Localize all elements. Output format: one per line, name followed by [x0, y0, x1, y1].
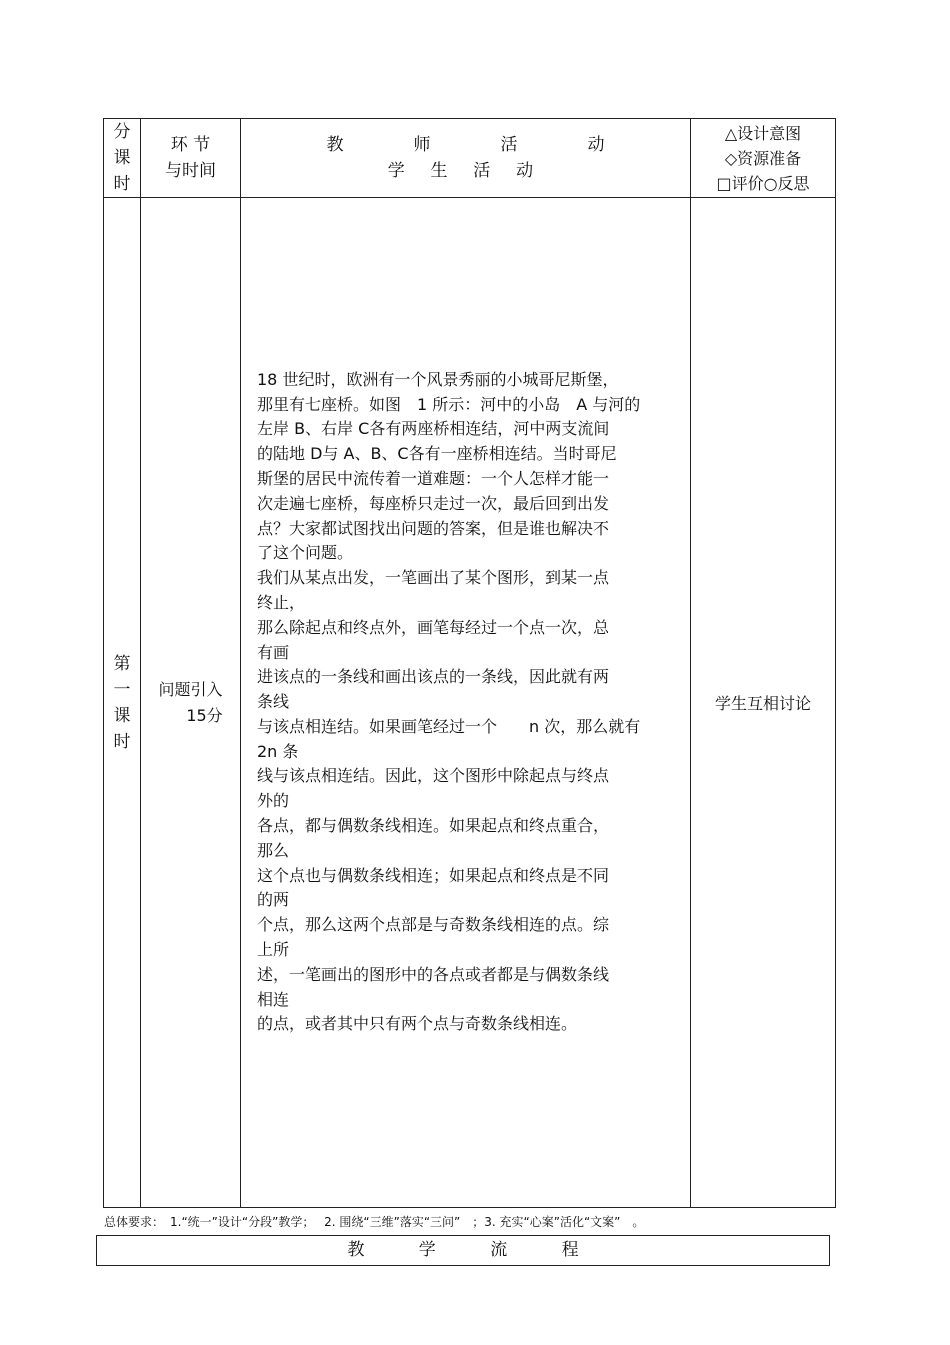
content-line: 相连: [257, 989, 290, 1009]
evaluation-cell: [691, 198, 836, 1208]
lesson-plan-table: [103, 118, 836, 1208]
period-char: 一: [113, 679, 131, 700]
header-legend-cell: [691, 119, 836, 198]
header-activity-cell: [241, 119, 691, 198]
content-line: 终止，: [257, 592, 306, 612]
overall-requirements: 总体要求： 1.“统一”设计“分段”教学； 2. 围绕“三维”落实“三问” ；3. 充实“心案”活化“文案” 。: [104, 1215, 645, 1229]
content-line: 18 世纪时，欧洲有一个风景秀丽的小城哥尼斯堡，: [257, 369, 619, 389]
content-line: 述，一笔画出的图形中的各点或者都是与偶数条线: [257, 964, 610, 984]
header-period-char: 分: [113, 122, 131, 142]
content-line: 的陆地 D与 A、B、C各有一座桥相连结。当时哥尼: [257, 444, 617, 464]
period-char: 第: [113, 653, 131, 674]
header-section-cell: [141, 119, 241, 198]
content-line: 外的: [257, 791, 290, 811]
content-line: 上所: [257, 940, 290, 960]
content-line: 次走遍七座桥，每座桥只走过一次，最后回到出发: [257, 493, 610, 513]
teaching-flow-title: 教学流程: [96, 1235, 830, 1266]
evaluation-text: 学生互相讨论: [714, 694, 811, 713]
content-line: 斯堡的居民中流传着一道难题：一个人怎样才能一: [257, 468, 610, 488]
period-cell: [104, 198, 141, 1208]
period-char: 时: [113, 731, 131, 752]
content-line: 左岸 B、右岸 C各有两座桥相连结，河中两支流间: [257, 419, 610, 439]
content-line: 各点，都与偶数条线相连。如果起点和终点重合，: [257, 816, 610, 836]
content-line: 进该点的一条线和画出该点的一条线，因此就有两: [257, 667, 610, 687]
content-line: 2n 条: [257, 741, 299, 761]
header-period-char: 时: [113, 174, 131, 194]
header-section-line: 环 节: [170, 135, 211, 155]
table-header-row: [104, 119, 836, 198]
content-line: 条线: [257, 692, 290, 712]
activity-content-cell: [241, 198, 691, 1208]
header-period-cell: [104, 119, 141, 198]
legend-evaluation-reflection: □评价○反思: [716, 173, 810, 193]
content-line: 了这个问题。: [257, 543, 354, 563]
legend-resource-prep: ◇资源准备: [724, 148, 802, 168]
content-line: 的两: [257, 890, 290, 910]
content-line: 这个点也与偶数条线相连；如果起点和终点是不同: [257, 865, 610, 885]
content-line: 个点，那么这两个点部是与奇数条线相连的点。综: [257, 915, 610, 935]
content-line: 线与该点相连结。因此，这个图形中除起点与终点: [257, 766, 610, 786]
period-char: 课: [113, 705, 131, 726]
table-row: [104, 198, 836, 1208]
section-cell: [141, 198, 241, 1208]
header-student-activity: 学 生 活 动: [387, 161, 544, 181]
content-line: 点？大家都试图找出问题的答案，但是谁也解决不: [257, 518, 610, 538]
header-teacher-activity: 教 师 活 动: [326, 135, 637, 155]
content-line: 的点，或者其中只有两个点与奇数条线相连。: [257, 1014, 578, 1034]
header-period-char: 课: [113, 148, 131, 168]
content-line: 那么: [257, 840, 290, 860]
section-duration: 15分: [186, 705, 223, 725]
content-line: 有画: [257, 642, 290, 662]
content-line: 那里有七座桥。如图 1 所示：河中的小岛 A 与河的: [257, 394, 641, 414]
section-name: 问题引入: [158, 679, 223, 699]
legend-design-intent: △设计意图: [724, 123, 802, 143]
content-line: 我们从某点出发，一笔画出了某个图形，到某一点: [257, 568, 610, 588]
content-line: 那么除起点和终点外，画笔每经过一个点一次，总: [257, 617, 610, 637]
header-time-line: 与时间: [165, 161, 216, 181]
activity-content: [241, 368, 690, 1038]
content-line: 与该点相连结。如果画笔经过一个 n 次，那么就有: [257, 716, 641, 736]
